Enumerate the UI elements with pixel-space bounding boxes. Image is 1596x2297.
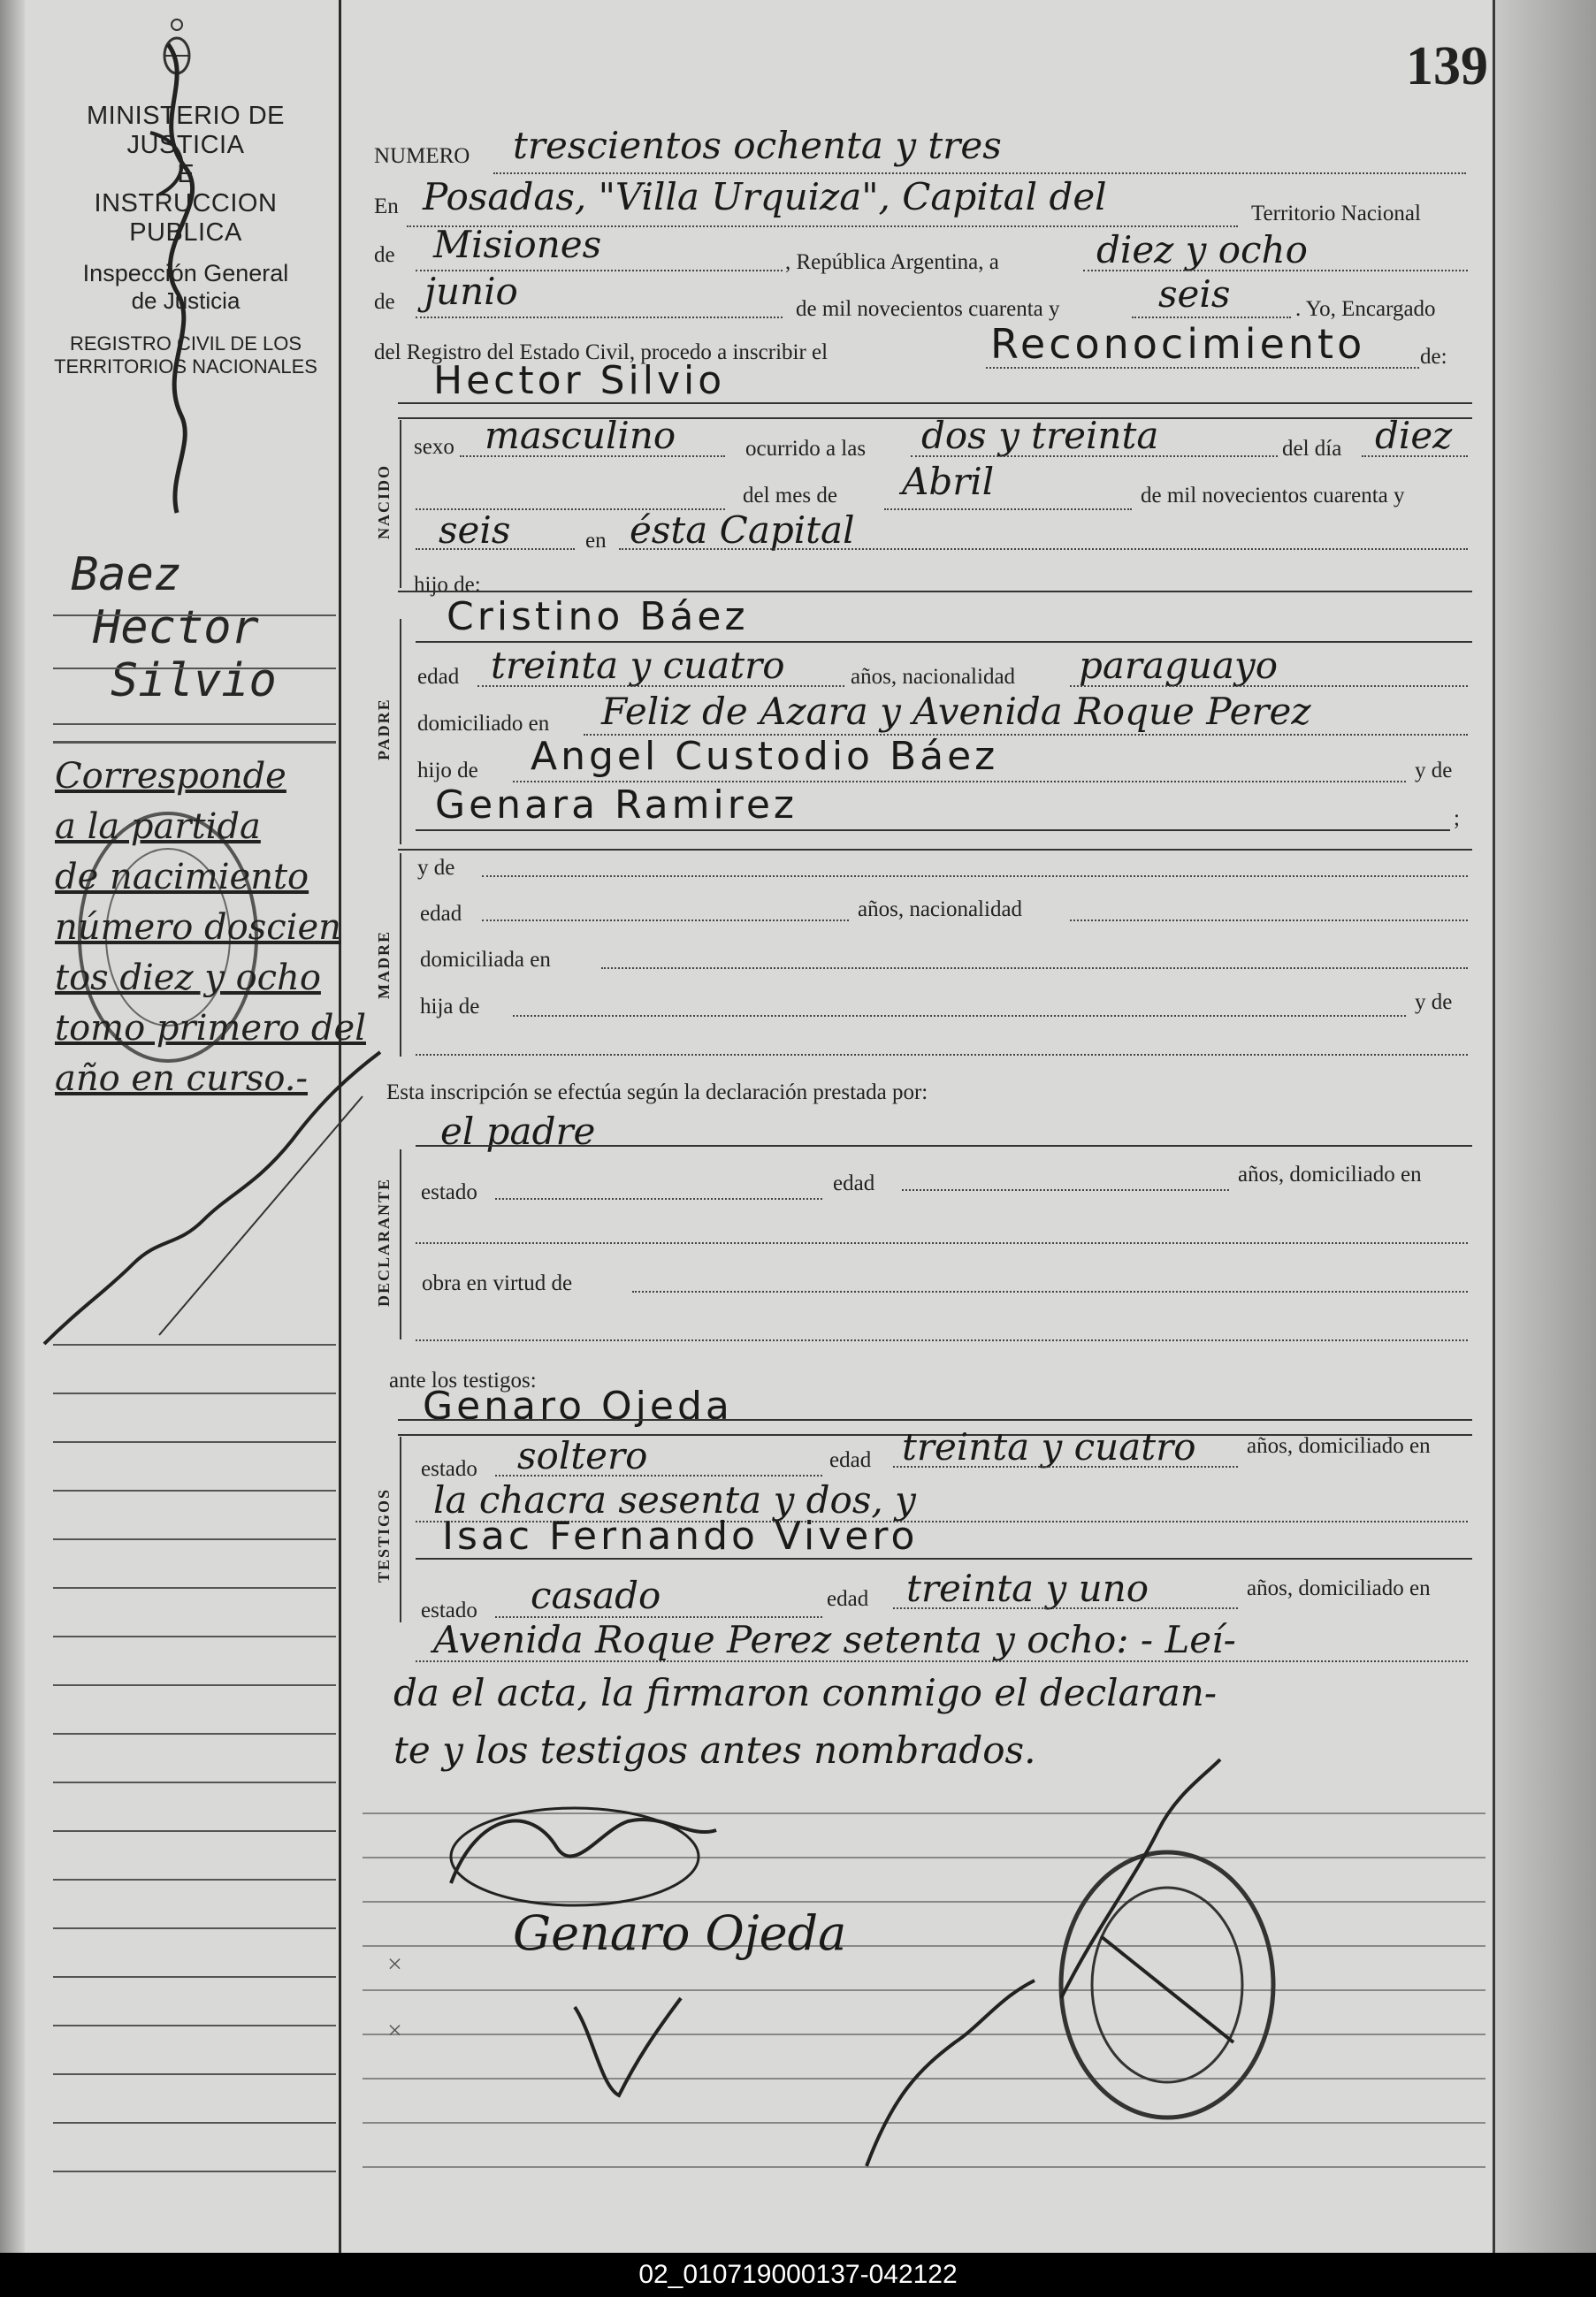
padre-nacionalidad: paraguayo: [1079, 644, 1279, 687]
t2-estado-label: estado: [421, 1599, 477, 1622]
cierre-linea-1: da el acta, la firmaron conmigo el declaran-: [393, 1671, 1218, 1714]
margin-rule: [53, 1538, 336, 1540]
section-bracket: [400, 420, 401, 588]
testigo1-domicilio: la chacra sesenta y dos, y: [433, 1478, 916, 1522]
madre-y-de-label: y de: [417, 856, 455, 880]
padre-side-label: PADRE: [375, 698, 393, 760]
margin-rule: [53, 1587, 336, 1589]
dotted-rule: [893, 1607, 1238, 1609]
dotted-rule: [477, 685, 844, 687]
acto-suffix: de:: [1420, 345, 1447, 369]
rule: [416, 829, 1450, 831]
hijo-label: hijo de:: [414, 573, 481, 597]
firma-testigo1-texto: Genaro Ojeda: [513, 1905, 847, 1961]
t2-anios-label: años, domiciliado en: [1247, 1576, 1431, 1600]
margin-note-line: tomo primero del: [55, 1008, 366, 1049]
mil-label: de mil novecientos cuarenta y: [1141, 484, 1405, 507]
semicolon: ;: [1454, 806, 1460, 830]
testigos-side-label: TESTIGOS: [375, 1487, 393, 1583]
de2-label: de: [374, 290, 395, 314]
dotted-rule: [416, 1242, 1468, 1244]
dotted-rule: [495, 1198, 822, 1200]
republica-label: , República Argentina, a: [785, 250, 999, 274]
seal-signature-graphic: [1026, 1751, 1238, 2016]
margin-rule: [53, 2025, 336, 2026]
dotted-rule: [986, 367, 1419, 369]
margin-rule: [53, 668, 336, 669]
fecha-mes-value: junio: [424, 270, 518, 313]
margin-rule: [53, 1976, 336, 1978]
hora-value: dos y treinta: [921, 414, 1159, 457]
margin-note-line: Corresponde: [55, 756, 286, 797]
inscripcion-label: Esta inscripción se efectúa según la declaración prestada por:: [386, 1080, 928, 1104]
nacionalidad-label: años, nacionalidad: [851, 665, 1016, 689]
numero-label: NUMERO: [374, 144, 470, 168]
en2-label: en: [585, 529, 607, 553]
margin-signature-graphic: [115, 27, 230, 522]
fecha-dia-value: diez y ocho: [1096, 228, 1308, 271]
decl-estado-label: estado: [421, 1180, 477, 1204]
t1-estado-label: estado: [421, 1457, 477, 1481]
fecha-anio-value: seis: [1158, 272, 1231, 316]
dotted-rule: [416, 548, 575, 550]
margin-note-line: número doscien: [55, 907, 341, 948]
dotted-rule: [513, 1015, 1406, 1017]
margin-surname: Baez: [71, 548, 182, 601]
margin-rule: [53, 1927, 336, 1929]
obra-label: obra en virtud de: [422, 1271, 573, 1295]
x-mark-icon: ×: [387, 2016, 402, 2045]
rule: [416, 1558, 1472, 1560]
del-dia-label: del día: [1282, 437, 1342, 461]
decl-edad-label: edad: [833, 1171, 875, 1195]
ministry-line-3: INSTRUCCION PUBLICA: [94, 189, 278, 247]
margin-rule: [53, 1344, 336, 1346]
rule: [398, 591, 1472, 592]
page-number: 139: [1406, 36, 1488, 96]
abuelo-nombre: Angel Custodio Báez: [531, 734, 999, 779]
padre-edad: treinta y cuatro: [491, 644, 785, 687]
section-bracket: [400, 1437, 401, 1622]
nacido-side-label: NACIDO: [375, 463, 393, 539]
margin-note-line: de nacimiento: [55, 857, 309, 897]
margin-rule: [53, 1830, 336, 1832]
ministry-line-1: MINISTERIO DE JUSTICIA: [86, 102, 285, 159]
testigo1-edad: treinta y cuatro: [902, 1425, 1196, 1469]
padre-domicilio: Feliz de Azara y Avenida Roque Perez: [601, 690, 1311, 733]
margin-firstname: Hector: [93, 601, 259, 654]
rule: [398, 1419, 1472, 1421]
testigos-intro-label: ante los testigos:: [389, 1369, 537, 1393]
margin-rule: [53, 1733, 336, 1735]
rule: [398, 402, 1472, 404]
margin-rule: [53, 1684, 336, 1686]
margin-rule: [53, 1636, 336, 1637]
margin-rule: [53, 2073, 336, 2075]
margin-rule: [53, 2122, 336, 2124]
t1-edad-label: edad: [829, 1448, 872, 1472]
dotted-rule: [460, 455, 725, 457]
margin-note-line: tos diez y ocho: [55, 958, 321, 998]
margin-signature-2-graphic: [27, 1043, 398, 1362]
margin-rule: [53, 741, 336, 744]
binding-shadow: [0, 0, 25, 2253]
margin-middlename: Silvio: [111, 654, 277, 707]
dotted-rule: [1070, 920, 1468, 921]
margin-note-line: año en curso.-: [55, 1058, 308, 1099]
ministry-line-7: TERRITORIOS NACIONALES: [54, 355, 317, 378]
dotted-rule: [493, 172, 1466, 174]
dotted-rule: [884, 508, 1132, 510]
testigo1-estado: soltero: [517, 1434, 648, 1477]
rule: [416, 641, 1472, 643]
section-bracket: [400, 619, 401, 844]
dotted-rule: [416, 1054, 1468, 1056]
territorio-value: Misiones: [433, 223, 602, 266]
dotted-rule: [601, 967, 1468, 969]
t1-anios-label: años, domiciliado en: [1247, 1434, 1431, 1458]
rule: [416, 1145, 1472, 1147]
t2-edad-label: edad: [827, 1587, 869, 1611]
dotted-rule: [495, 1475, 822, 1477]
edad-label: edad: [417, 665, 460, 689]
dotted-rule: [416, 317, 783, 318]
dotted-rule: [902, 1189, 1229, 1191]
margin-rule: [53, 1441, 336, 1443]
registro-label: del Registro del Estado Civil, procedo a inscribir el: [374, 340, 829, 364]
page-edge-shadow: [1495, 0, 1596, 2253]
margin-rule: [53, 1782, 336, 1783]
madre-nacionalidad-label: años, nacionalidad: [858, 897, 1023, 921]
x-mark-icon: ×: [387, 1950, 402, 1979]
madre-y-de2-label: y de: [1415, 990, 1453, 1014]
ministry-line-5: de Justicia: [131, 287, 241, 314]
declarante-side-label: DECLARANTE: [375, 1177, 393, 1307]
dotted-rule: [1083, 270, 1468, 271]
testigo2-nombre: Isac Fernando Vivero: [442, 1514, 919, 1559]
dotted-rule: [1132, 317, 1291, 318]
ministry-line-6: REGISTRO CIVIL DE LOS: [69, 332, 302, 355]
madre-side-label: MADRE: [375, 930, 393, 999]
ministry-line-4: Inspección General: [82, 260, 289, 286]
acto-value: Reconocimiento: [990, 320, 1366, 368]
numero-value: trescientos ochenta y tres: [513, 124, 1002, 167]
testigo1-nombre: Genaro Ojeda: [423, 1384, 733, 1429]
ocurrido-label: ocurrido a las: [745, 437, 867, 461]
madre-hija-de-label: hija de: [420, 995, 480, 1019]
scan-footer-id: 02_010719000137-042122: [0, 2253, 1596, 2297]
domiciliado-label: domiciliado en: [417, 712, 550, 736]
margin-rule: [53, 614, 336, 616]
section-bracket: [400, 853, 401, 1057]
territorio-label: Territorio Nacional: [1251, 202, 1421, 225]
padre-nombre: Cristino Báez: [447, 594, 749, 639]
decl-anios-label: años, domiciliado en: [1238, 1163, 1422, 1187]
dotted-rule: [482, 875, 1468, 877]
declarante-value: el padre: [440, 1110, 596, 1153]
margin-note-line: a la partida: [55, 806, 261, 847]
dotted-rule: [416, 1339, 1468, 1341]
margin-rule: [53, 1393, 336, 1394]
dotted-rule: [893, 1466, 1238, 1468]
cierre-linea-2: te y los testigos antes nombrados.: [393, 1728, 1036, 1772]
dotted-rule: [416, 1660, 1468, 1662]
sexo-value: masculino: [485, 414, 676, 457]
testigo2-edad: treinta y uno: [906, 1567, 1149, 1610]
margin-rule: [53, 2171, 336, 2172]
testigo2-domicilio: Avenida Roque Perez setenta y ocho: - Leí-: [433, 1618, 1236, 1661]
madre-edad-label: edad: [420, 902, 462, 926]
testigo2-signature-graphic: [566, 1980, 707, 2104]
mes-nac-value: Abril: [902, 460, 995, 503]
dotted-rule: [619, 548, 1468, 550]
dotted-rule: [482, 920, 849, 921]
en-value: Posadas, "Villa Urquiza", Capital del: [423, 175, 1107, 218]
en-label: En: [374, 195, 399, 218]
anio-label: de mil novecientos cuarenta y: [796, 297, 1060, 321]
inscrito-nombre: Hector Silvio: [433, 358, 726, 403]
section-bracket: [400, 1149, 401, 1339]
margin-rule: [53, 1490, 336, 1492]
del-mes-label: del mes de: [743, 484, 837, 507]
margin-rule: [53, 723, 336, 725]
dia-value: diez: [1375, 414, 1453, 457]
de-label: de: [374, 243, 395, 267]
abuela-nombre: Genara Ramirez: [435, 782, 798, 828]
hijo-de-label: hijo de: [417, 759, 478, 782]
madre-domiciliada-label: domiciliada en: [420, 948, 551, 972]
sexo-label: sexo: [414, 435, 454, 459]
rule: [398, 849, 1472, 851]
dotted-rule: [1362, 455, 1468, 457]
testigo2-estado: casado: [531, 1574, 661, 1617]
ministry-line-2: E: [177, 160, 195, 188]
dotted-rule: [911, 455, 1278, 457]
y-de-label: y de: [1415, 759, 1453, 782]
anio-nac-value: seis: [439, 508, 511, 552]
encargado-label: . Yo, Encargado: [1295, 297, 1436, 321]
dotted-rule: [632, 1291, 1468, 1293]
lugar-value: ésta Capital: [630, 508, 855, 552]
dotted-rule: [1070, 685, 1468, 687]
margin-rule: [53, 1879, 336, 1881]
